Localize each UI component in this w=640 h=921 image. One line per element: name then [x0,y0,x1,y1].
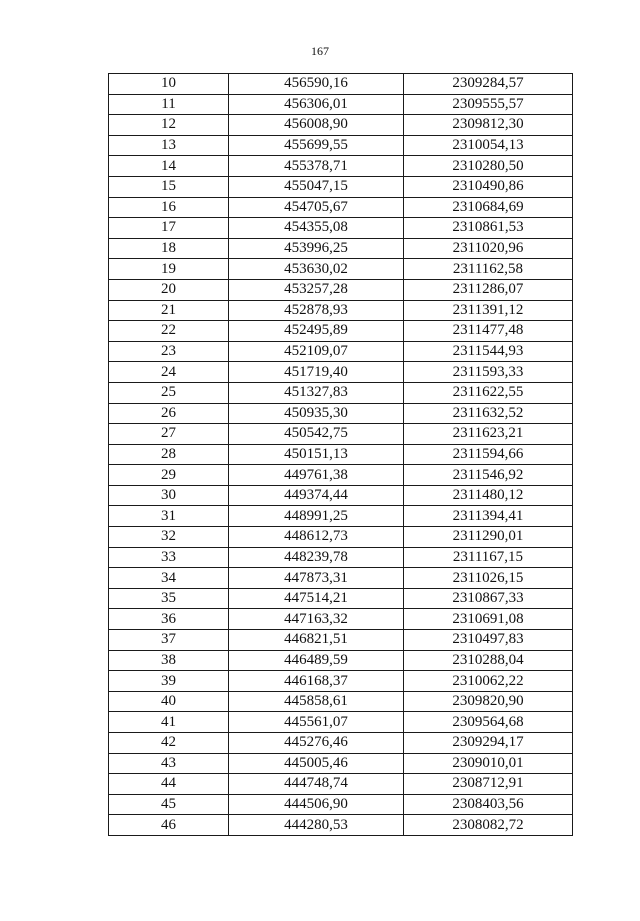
page-number: 167 [311,44,329,58]
x-coordinate-cell: 445858,61 [229,691,404,712]
x-coordinate-cell: 449374,44 [229,485,404,506]
table-row [109,115,573,136]
x-coordinate-cell: 451719,40 [229,362,404,383]
point-number-cell: 18 [109,238,229,259]
y-coordinate-cell: 2310062,22 [404,671,573,692]
x-coordinate-cell: 455378,71 [229,156,404,177]
y-coordinate-cell: 2309294,17 [404,733,573,754]
x-coordinate-cell: 452495,89 [229,321,404,342]
y-coordinate-cell: 2309820,90 [404,691,573,712]
table-row [109,527,573,548]
point-number-cell: 43 [109,753,229,774]
point-number-cell: 45 [109,794,229,815]
y-coordinate-cell: 2311394,41 [404,506,573,527]
point-number-cell: 28 [109,444,229,465]
point-number-cell: 17 [109,218,229,239]
table-row [109,321,573,342]
table-row [109,279,573,300]
y-coordinate-cell: 2310490,86 [404,176,573,197]
table-row [109,465,573,486]
table-row [109,341,573,362]
y-coordinate-cell: 2310684,69 [404,197,573,218]
x-coordinate-cell: 456008,90 [229,115,404,136]
y-coordinate-cell: 2311544,93 [404,341,573,362]
point-number-cell: 25 [109,382,229,403]
x-coordinate-cell: 444748,74 [229,774,404,795]
table-row [109,218,573,239]
y-coordinate-cell: 2310497,83 [404,630,573,651]
x-coordinate-cell: 448991,25 [229,506,404,527]
table-row [109,300,573,321]
x-coordinate-cell: 450935,30 [229,403,404,424]
x-coordinate-cell: 444280,53 [229,815,404,836]
point-number-cell: 11 [109,94,229,115]
y-coordinate-cell: 2311020,96 [404,238,573,259]
x-coordinate-cell: 453996,25 [229,238,404,259]
point-number-cell: 46 [109,815,229,836]
table-row [109,444,573,465]
x-coordinate-cell: 452109,07 [229,341,404,362]
x-coordinate-cell: 450151,13 [229,444,404,465]
point-number-cell: 16 [109,197,229,218]
x-coordinate-cell: 449761,38 [229,465,404,486]
y-coordinate-cell: 2311162,58 [404,259,573,280]
table-row [109,671,573,692]
point-number-cell: 34 [109,568,229,589]
table-row [109,733,573,754]
x-coordinate-cell: 456590,16 [229,74,404,95]
table-row [109,588,573,609]
table-row [109,568,573,589]
y-coordinate-cell: 2308712,91 [404,774,573,795]
point-number-cell: 22 [109,321,229,342]
y-coordinate-cell: 2311290,01 [404,527,573,548]
y-coordinate-cell: 2311546,92 [404,465,573,486]
y-coordinate-cell: 2309564,68 [404,712,573,733]
x-coordinate-cell: 456306,01 [229,94,404,115]
x-coordinate-cell: 447514,21 [229,588,404,609]
y-coordinate-cell: 2309812,30 [404,115,573,136]
coordinates-table [108,73,573,836]
point-number-cell: 44 [109,774,229,795]
table-row [109,753,573,774]
y-coordinate-cell: 2311026,15 [404,568,573,589]
x-coordinate-cell: 444506,90 [229,794,404,815]
table-row [109,74,573,95]
y-coordinate-cell: 2311593,33 [404,362,573,383]
point-number-cell: 41 [109,712,229,733]
x-coordinate-cell: 453257,28 [229,279,404,300]
y-coordinate-cell: 2310280,50 [404,156,573,177]
table-row [109,547,573,568]
y-coordinate-cell: 2309284,57 [404,74,573,95]
x-coordinate-cell: 446821,51 [229,630,404,651]
point-number-cell: 23 [109,341,229,362]
point-number-cell: 13 [109,135,229,156]
point-number-cell: 29 [109,465,229,486]
table-row [109,506,573,527]
point-number-cell: 15 [109,176,229,197]
point-number-cell: 37 [109,630,229,651]
point-number-cell: 32 [109,527,229,548]
table-row [109,609,573,630]
x-coordinate-cell: 455047,15 [229,176,404,197]
x-coordinate-cell: 450542,75 [229,424,404,445]
point-number-cell: 12 [109,115,229,136]
y-coordinate-cell: 2311632,52 [404,403,573,424]
x-coordinate-cell: 453630,02 [229,259,404,280]
point-number-cell: 30 [109,485,229,506]
y-coordinate-cell: 2311623,21 [404,424,573,445]
table-row [109,815,573,836]
y-coordinate-cell: 2311622,55 [404,382,573,403]
x-coordinate-cell: 445005,46 [229,753,404,774]
x-coordinate-cell: 448612,73 [229,527,404,548]
y-coordinate-cell: 2310861,53 [404,218,573,239]
x-coordinate-cell: 447163,32 [229,609,404,630]
table-row [109,794,573,815]
point-number-cell: 24 [109,362,229,383]
x-coordinate-cell: 451327,83 [229,382,404,403]
table-row [109,94,573,115]
y-coordinate-cell: 2309555,57 [404,94,573,115]
table-row [109,403,573,424]
y-coordinate-cell: 2310867,33 [404,588,573,609]
point-number-cell: 27 [109,424,229,445]
point-number-cell: 39 [109,671,229,692]
table-row [109,176,573,197]
table-row [109,259,573,280]
point-number-cell: 35 [109,588,229,609]
point-number-cell: 21 [109,300,229,321]
y-coordinate-cell: 2308082,72 [404,815,573,836]
x-coordinate-cell: 454355,08 [229,218,404,239]
point-number-cell: 40 [109,691,229,712]
coordinates-table-body [109,74,573,836]
point-number-cell: 42 [109,733,229,754]
y-coordinate-cell: 2308403,56 [404,794,573,815]
table-row [109,362,573,383]
point-number-cell: 19 [109,259,229,280]
table-row [109,691,573,712]
table-row [109,135,573,156]
y-coordinate-cell: 2310288,04 [404,650,573,671]
y-coordinate-cell: 2311391,12 [404,300,573,321]
y-coordinate-cell: 2310054,13 [404,135,573,156]
table-row [109,156,573,177]
point-number-cell: 36 [109,609,229,630]
point-number-cell: 31 [109,506,229,527]
y-coordinate-cell: 2311286,07 [404,279,573,300]
table-row [109,197,573,218]
x-coordinate-cell: 447873,31 [229,568,404,589]
table-row [109,650,573,671]
x-coordinate-cell: 448239,78 [229,547,404,568]
table-row [109,238,573,259]
table-row [109,485,573,506]
x-coordinate-cell: 454705,67 [229,197,404,218]
y-coordinate-cell: 2310691,08 [404,609,573,630]
x-coordinate-cell: 445276,46 [229,733,404,754]
x-coordinate-cell: 445561,07 [229,712,404,733]
x-coordinate-cell: 446489,59 [229,650,404,671]
table-row [109,630,573,651]
point-number-cell: 20 [109,279,229,300]
point-number-cell: 38 [109,650,229,671]
point-number-cell: 33 [109,547,229,568]
x-coordinate-cell: 446168,37 [229,671,404,692]
point-number-cell: 14 [109,156,229,177]
y-coordinate-cell: 2311477,48 [404,321,573,342]
table-row [109,774,573,795]
table-row [109,424,573,445]
x-coordinate-cell: 455699,55 [229,135,404,156]
y-coordinate-cell: 2309010,01 [404,753,573,774]
point-number-cell: 26 [109,403,229,424]
table-row [109,382,573,403]
y-coordinate-cell: 2311594,66 [404,444,573,465]
x-coordinate-cell: 452878,93 [229,300,404,321]
point-number-cell: 10 [109,74,229,95]
y-coordinate-cell: 2311167,15 [404,547,573,568]
y-coordinate-cell: 2311480,12 [404,485,573,506]
table-row [109,712,573,733]
